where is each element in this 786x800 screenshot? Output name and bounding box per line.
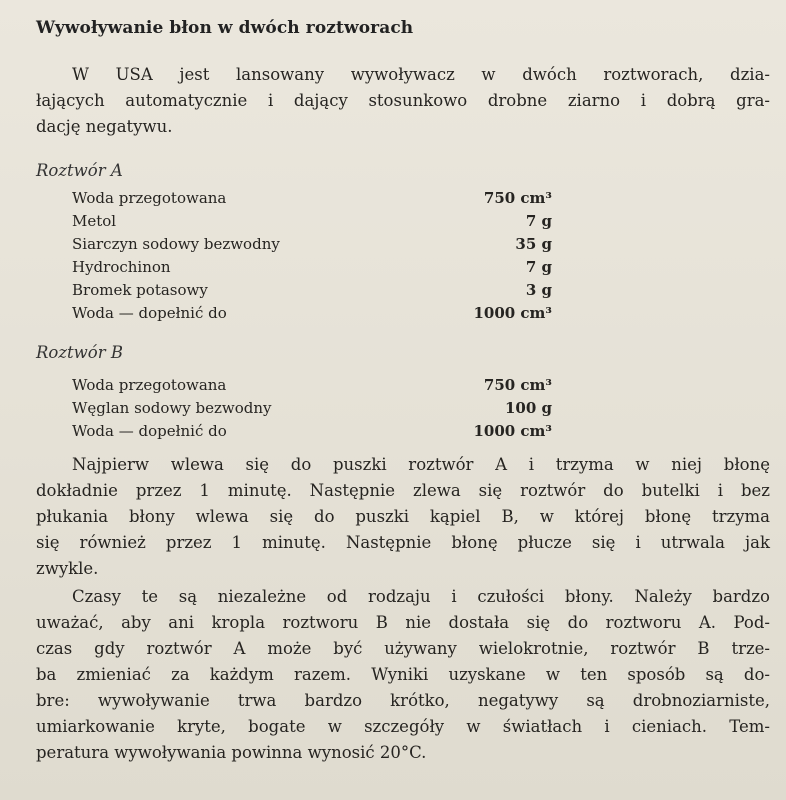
text-line: zwykle. <box>36 559 99 578</box>
ingredient-name: Metol <box>72 212 117 230</box>
ingredient-name: Węglan sodowy bezwodny <box>72 399 272 417</box>
recipe-row <box>72 258 552 281</box>
recipe-row <box>72 399 552 422</box>
ingredient-name: Bromek potasowy <box>72 281 208 299</box>
procedure-paragraph <box>36 452 770 582</box>
recipe-row <box>72 376 552 399</box>
ingredient-amount: 7 g <box>525 212 552 230</box>
ingredient-name: Siarczyn sodowy bezwodny <box>72 235 280 253</box>
recipe-row <box>72 189 552 212</box>
intro-paragraph <box>36 62 770 140</box>
solution-b-title: Roztwór B <box>36 343 123 362</box>
solution-b-recipe <box>72 376 552 445</box>
ingredient-amount: 1000 cm³ <box>473 422 552 440</box>
text-line: dokładnie przez 1 minutę. Następnie zlewa się roztwór do butelki i bez <box>36 481 770 500</box>
ingredient-amount: 35 g <box>515 235 552 253</box>
text-line: dację negatywu. <box>36 117 173 136</box>
text-line: łających automatycznie i dający stosunkowo drobne ziarno i dobrą gra- <box>36 91 770 110</box>
text-line: Czasy te są niezależne od rodzaju i czułości błony. Należy bardzo <box>72 587 770 606</box>
text-line: bre: wywoływanie trwa bardzo krótko, negatywy są drobnoziarniste, <box>36 691 770 710</box>
solution-a-title: Roztwór A <box>36 161 123 180</box>
text-line: Najpierw wlewa się do puszki roztwór A i trzyma w niej błonę <box>72 455 770 474</box>
ingredient-amount: 7 g <box>525 258 552 276</box>
text-line: umiarkowanie kryte, bogate w szczegóły w światłach i cieniach. Tem- <box>36 717 770 736</box>
ingredient-name: Woda przegotowana <box>72 189 227 207</box>
ingredient-amount: 3 g <box>525 281 552 299</box>
text-line: czas gdy roztwór A może być używany wielokrotnie, roztwór B trze- <box>36 639 770 658</box>
ingredient-amount: 1000 cm³ <box>473 304 552 322</box>
recipe-row <box>72 304 552 327</box>
ingredient-name: Woda przegotowana <box>72 376 227 394</box>
ingredient-name: Woda — dopełnić do <box>72 422 227 440</box>
ingredient-amount: 750 cm³ <box>483 189 552 207</box>
ingredient-name: Woda — dopełnić do <box>72 304 227 322</box>
recipe-row <box>72 281 552 304</box>
recipe-row <box>72 212 552 235</box>
recipe-row <box>72 422 552 445</box>
section-heading: Wywoływanie błon w dwóch roztworach <box>36 18 414 38</box>
ingredient-amount: 100 g <box>504 399 552 417</box>
text-line: uważać, aby ani kropla roztworu B nie dostała się do roztworu A. Pod- <box>36 613 770 632</box>
ingredient-amount: 750 cm³ <box>483 376 552 394</box>
text-line: peratura wywoływania powinna wynosić 20°C. <box>36 743 427 762</box>
solution-a-recipe <box>72 189 552 327</box>
ingredient-name: Hydrochinon <box>72 258 171 276</box>
text-line: ba zmieniać za każdym razem. Wyniki uzyskane w ten sposób są do- <box>36 665 770 684</box>
text-line: się również przez 1 minutę. Następnie błonę płucze się i utrwala jak <box>36 533 770 552</box>
text-line: płukania błony wlewa się do puszki kąpiel B, w której błonę trzyma <box>36 507 770 526</box>
text-line: W USA jest lansowany wywoływacz w dwóch roztworach, dzia- <box>72 65 770 84</box>
recipe-row <box>72 235 552 258</box>
notes-paragraph <box>36 584 770 766</box>
